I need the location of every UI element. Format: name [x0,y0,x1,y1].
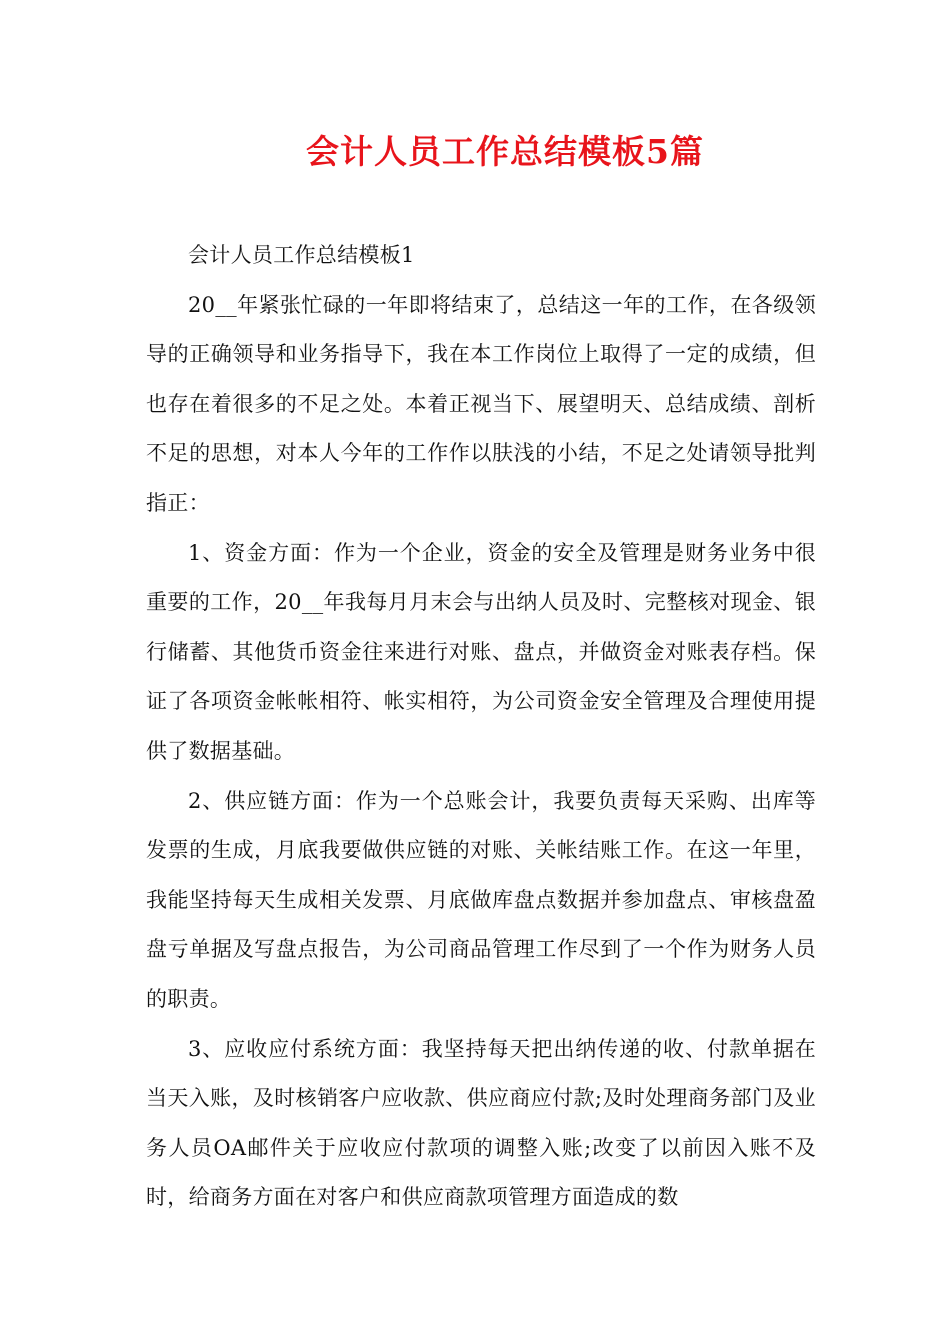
document-body [146,231,816,1223]
paragraph-funds: 1、资金方面：作为一个企业，资金的安全及管理是财务业务中很重要的工作，20__年我每月月末会与出纳人员及时、完整核对现金、银行储蓄、其他货币资金往来进行对账、盘点，并做资金对账表存档。保证了各项资金帐帐相符、帐实相符，为公司资金安全管理及合理使用提供了数据基础。 [146,540,816,763]
paragraph-supply-chain: 2、供应链方面：作为一个总账会计，我要负责每天采购、出库等发票的生成，月底我要做供应链的对账、关帐结账工作。在这一年里，我能坚持每天生成相关发票、月底做库盘点数据并参加盘点、审核盘盈盘亏单据及写盘点报告，为公司商品管理工作尽到了一个作为财务人员的职责。 [146,788,816,1011]
section-heading: 会计人员工作总结模板1 [188,243,415,267]
paragraph-receivables: 3、应收应付系统方面：我坚持每天把出纳传递的收、付款单据在当天入账，及时核销客户应收款、供应商应付款;及时处理商务部门及业务人员OA邮件关于应收应付款项的调整入账;改变了以前因入账不及时，给商务方面在对客户和供应商款项管理方面造成的数 [146,1036,816,1210]
document-title: 会计人员工作总结模板5篇 [306,132,704,171]
paragraph-intro: 20__年紧张忙碌的一年即将结束了，总结这一年的工作，在各级领导的正确领导和业务指导下，我在本工作岗位上取得了一定的成绩，但也存在着很多的不足之处。本着正视当下、展望明天、总结成绩、剖析不足的思想，对本人今年的工作作以肤浅的小结，不足之处请领导批判指正： [146,292,816,515]
